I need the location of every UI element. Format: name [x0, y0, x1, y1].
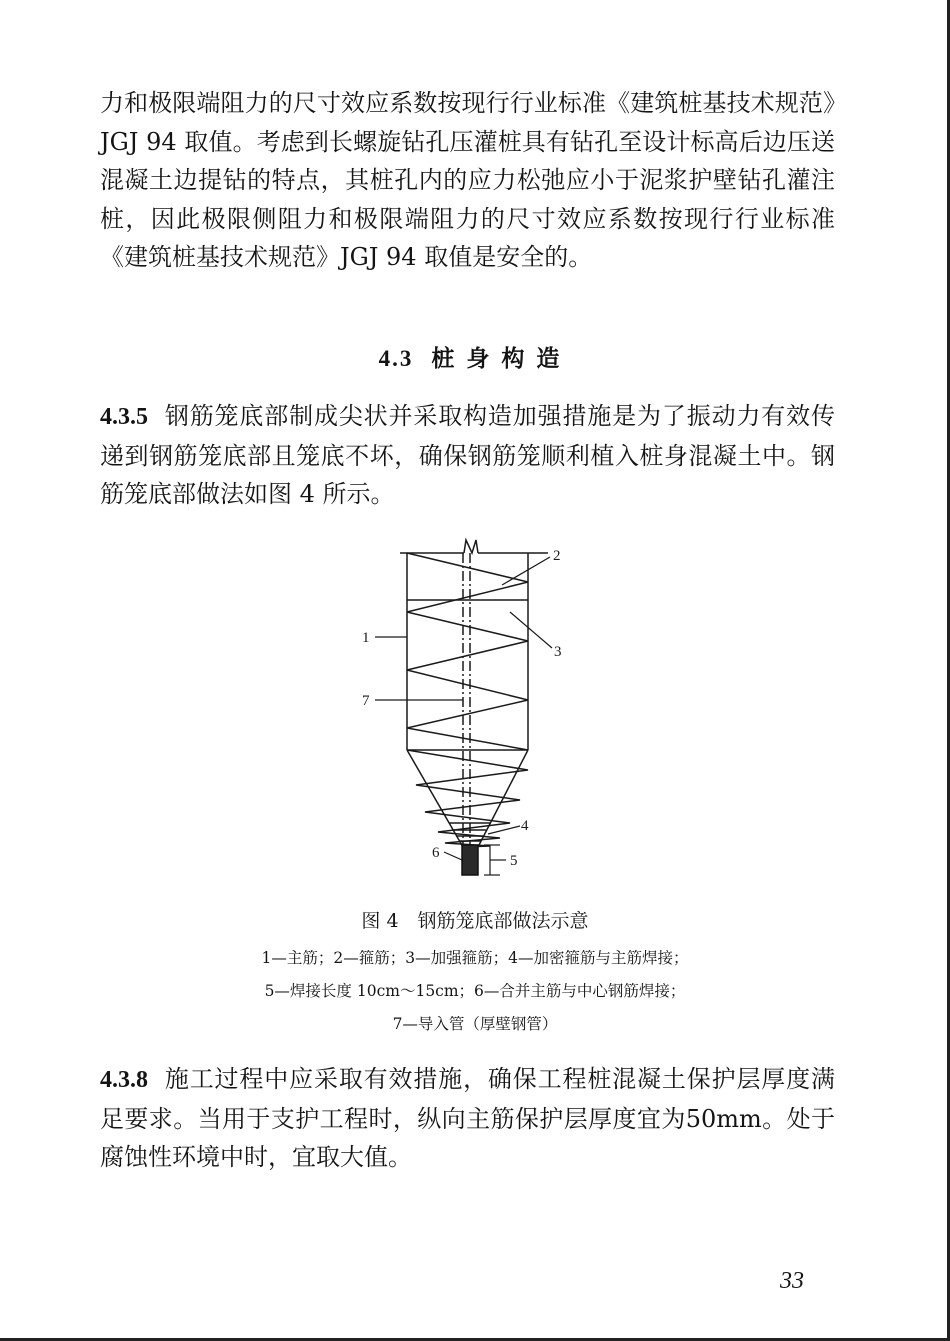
section-title: 桩身构造	[431, 345, 572, 372]
label-7: 7	[362, 693, 370, 709]
figure-caption: 图 4 钢筋笼底部做法示意	[361, 910, 589, 932]
clause-4-3-8	[100, 1060, 835, 1177]
label-4: 4	[521, 818, 529, 834]
rebar-cage-figure	[350, 535, 600, 885]
clause-text: 施工过程中应采取有效措施，确保工程桩混凝土保护层厚度满足要求。当用于支护工程时，纵向主筋保护层厚度宜为50mm。处于腐蚀性环境中时，宜取大值。	[100, 1065, 835, 1172]
cone-stirrup	[407, 750, 528, 847]
section-heading	[0, 340, 950, 373]
merged-bar-weld	[462, 845, 478, 875]
page-number: 33	[780, 1268, 804, 1294]
label-3: 3	[554, 644, 562, 660]
clause-4-3-5	[100, 397, 835, 514]
figure-legend-line-2: 5—焊接长度 10cm～15cm；6—合并主筋与中心钢筋焊接；	[264, 982, 686, 1000]
label-2: 2	[553, 548, 561, 564]
figure-legend-line-3: 7—导入管（厚壁钢管）	[392, 1015, 558, 1033]
section-number: 4.3	[378, 346, 414, 371]
spiral-stirrup	[407, 553, 528, 750]
clause-number: 4.3.5	[100, 404, 148, 430]
clause-text: 钢筋笼底部制成尖状并采取构造加强措施是为了振动力有效传递到钢筋笼底部且笼底不坏，确保钢筋笼顺利植入桩身混凝土中。钢筋笼底部做法如图 4 所示。	[100, 402, 835, 509]
figure-legend-line-1: 1—主筋；2—箍筋；3—加强箍筋；4—加密箍筋与主筋焊接；	[261, 949, 689, 967]
label-6: 6	[432, 845, 440, 861]
cage-outline	[400, 540, 548, 847]
paragraph-continuation: 力和极限端阻力的尺寸效应系数按现行行业标准《建筑桩基技术规范》JGJ 94 取值。考虑到长螺旋钻孔压灌桩具有钻孔至设计标高后边压送混凝土边提钻的特点，其桩孔内的应力松弛应小于泥浆护壁钻孔灌注桩，因此极限侧阻力和极限端阻力的尺寸效应系数按现行行业标准《建筑桩基技术规范》JGJ 94 取值是安全的。	[100, 89, 835, 272]
figure-labels	[362, 548, 562, 869]
clause-number: 4.3.8	[100, 1067, 148, 1093]
label-1: 1	[362, 630, 370, 646]
label-5: 5	[510, 853, 518, 869]
